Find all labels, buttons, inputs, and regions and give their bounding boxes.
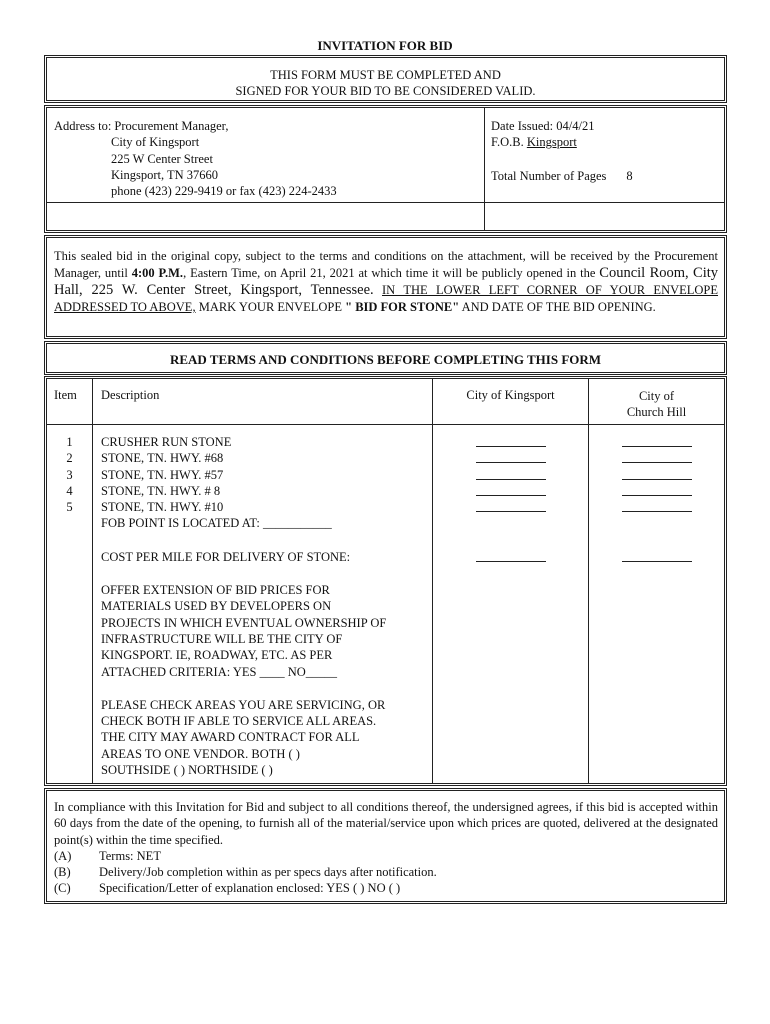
sealed-bid-part-2: , Eastern Time, on April 21, 2021 at which time it will be publicly opened in the — [183, 266, 600, 280]
notice-line-1: THIS FORM MUST BE COMPLETED AND — [270, 68, 501, 82]
item-number: 3 — [66, 467, 73, 482]
fob-point-line: FOB POINT IS LOCATED AT: ___________ — [101, 516, 332, 531]
item-numbers — [47, 434, 92, 515]
price-blank[interactable] — [476, 467, 546, 480]
header-item: Item — [54, 388, 77, 402]
address-line-2: City of Kingsport — [111, 135, 200, 150]
offer-line: ATTACHED CRITERIA: YES ____ NO_____ — [101, 664, 338, 679]
pages-label: Total Number of Pages — [491, 168, 607, 183]
notice-line-2: SIGNED FOR YOUR BID TO BE CONSIDERED VALID. — [235, 84, 536, 98]
address-block — [54, 118, 337, 199]
compliance-text: In compliance with this Invitation for Bid and subject to all conditions thereof, the undersigned agrees, if this bid is accepted within 60 days from the date of the opening, to furnish all of the material/service upon which prices are quoted, delivered at the designated point(s) within the time specified. — [54, 800, 718, 847]
offer-line: KINGSPORT. IE, ROADWAY, ETC. AS PER — [101, 648, 333, 663]
header-church-hill-line-1: City of — [638, 389, 675, 403]
date-issued: Date Issued: 04/4/21 — [491, 119, 595, 133]
term-label: (A) — [54, 848, 72, 863]
price-blank[interactable] — [476, 450, 546, 463]
header-description: Description — [101, 388, 160, 402]
price-blank[interactable] — [622, 467, 692, 480]
envelope-mark: " BID FOR STONE" — [345, 300, 460, 314]
page-title: INVITATION FOR BID — [317, 38, 453, 53]
sealed-bid-part-1: This sealed bid in the original copy, subject to the terms and conditions on the attachment, will be received by the Procurement Manager, until — [54, 249, 718, 280]
term-label: (B) — [54, 865, 71, 880]
item-number: 4 — [66, 483, 73, 498]
offer-line: PROJECTS IN WHICH EVENTUAL OWNERSHIP OF — [101, 615, 387, 630]
header-church-hill-line-2: Church Hill — [626, 405, 687, 419]
term-label: (C) — [54, 881, 71, 896]
check-line: PLEASE CHECK AREAS YOU ARE SERVICING, OR — [101, 697, 386, 712]
check-line: SOUTHSIDE ( ) NORTHSIDE ( ) — [101, 763, 273, 778]
check-line: CHECK BOTH IF ABLE TO SERVICE ALL AREAS. — [101, 714, 377, 729]
term-text: Specification/Letter of explanation enclosed: YES ( ) NO ( ) — [99, 881, 401, 896]
items-table — [44, 376, 727, 786]
item-description: STONE, TN. HWY. #10 — [101, 500, 224, 515]
issue-block — [491, 118, 633, 184]
sealed-bid-part-4: AND DATE OF THE BID OPENING. — [459, 300, 656, 314]
read-terms-heading: READ TERMS AND CONDITIONS BEFORE COMPLETING THIS FORM — [169, 352, 602, 367]
header-city-church-hill — [589, 388, 724, 420]
church-hill-price-blanks — [589, 434, 724, 565]
check-line: AREAS TO ONE VENDOR. BOTH ( ) — [101, 746, 300, 761]
fob-value: Kingsport — [526, 135, 577, 150]
offer-line: MATERIALS USED BY DEVELOPERS ON — [101, 599, 332, 614]
item-description: STONE, TN. HWY. #68 — [101, 451, 224, 466]
sealed-bid-part-3: MARK YOUR ENVELOPE — [195, 300, 346, 314]
term-text: Delivery/Job completion within as per specs days after notification. — [99, 865, 437, 880]
opening-time: 4:00 P.M. — [131, 266, 184, 280]
offer-line: OFFER EXTENSION OF BID PRICES FOR — [101, 583, 330, 598]
address-line-3: 225 W Center Street — [111, 151, 213, 166]
item-descriptions — [101, 434, 386, 778]
address-label: Address to: — [54, 119, 112, 133]
address-line-4: Kingsport, TN 37660 — [111, 167, 219, 182]
price-blank[interactable] — [476, 434, 546, 447]
header-city-kingsport: City of Kingsport — [466, 388, 555, 402]
pages-value: 8 — [626, 168, 633, 183]
item-description: STONE, TN. HWY. # 8 — [101, 483, 221, 498]
address-line-1: Procurement Manager, — [114, 119, 229, 133]
price-blank[interactable] — [622, 483, 692, 496]
envelope-instruction: IN THE LOWER LEFT CORNER OF YOUR ENVELOPE ADDRESSED TO ABOVE, — [54, 283, 719, 314]
item-number: 1 — [66, 435, 73, 449]
notice-box — [44, 55, 727, 103]
item-number: 2 — [66, 451, 73, 466]
term-text: Terms: NET — [99, 848, 161, 863]
read-terms-box — [44, 341, 727, 375]
cost-per-mile-label: COST PER MILE FOR DELIVERY OF STONE: — [101, 549, 351, 564]
fob-label: F.O.B. — [491, 135, 524, 150]
price-blank[interactable] — [622, 434, 692, 447]
price-blank[interactable] — [622, 450, 692, 463]
cost-per-mile-blank[interactable] — [476, 549, 546, 562]
address-line-5: phone (423) 229-9419 or fax (423) 224-2433 — [111, 184, 337, 199]
item-number: 5 — [66, 500, 73, 515]
opening-location: Council Room, City Hall, 225 W. Center Street, Kingsport, Tennessee. — [54, 265, 719, 298]
kingsport-price-blanks — [433, 434, 588, 565]
compliance-box — [44, 788, 727, 904]
sealed-bid-box — [44, 235, 727, 339]
price-blank[interactable] — [476, 499, 546, 512]
address-box — [44, 105, 727, 233]
offer-line: INFRASTRUCTURE WILL BE THE CITY OF — [101, 631, 343, 646]
check-line: THE CITY MAY AWARD CONTRACT FOR ALL — [101, 730, 360, 745]
price-blank[interactable] — [476, 483, 546, 496]
cost-per-mile-blank[interactable] — [622, 549, 692, 562]
sealed-bid-text — [47, 238, 724, 316]
item-description: CRUSHER RUN STONE — [101, 435, 232, 449]
price-blank[interactable] — [622, 499, 692, 512]
item-description: STONE, TN. HWY. #57 — [101, 467, 224, 482]
